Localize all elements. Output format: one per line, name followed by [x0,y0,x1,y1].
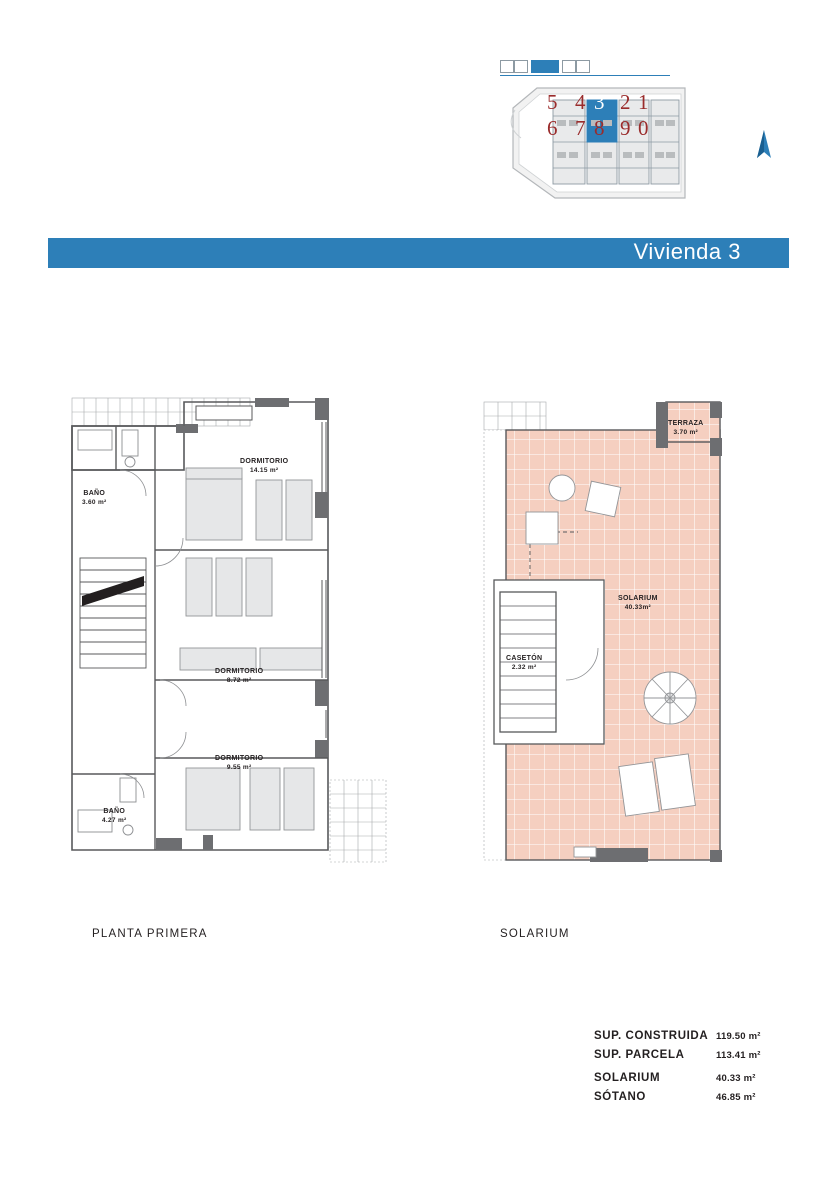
area-row [594,1091,794,1103]
areas-summary-table [594,1030,794,1110]
area-value: 119.50 m² [716,1031,761,1042]
compass-north-icon [750,128,778,170]
room-name: DORMITORIO [215,755,264,762]
room-area: 14.15 m² [249,466,279,474]
area-row [594,1072,794,1084]
unit-number-7: 7 [575,116,585,140]
unit-number-4: 4 [575,90,585,114]
room-name: BAÑO [83,490,106,497]
svg-text:N: N [769,144,776,154]
caption-solarium: SOLARIUM [500,928,570,940]
key-plan-unit-numbers [495,86,695,206]
unit-number-1: 1 [638,90,648,114]
room-label-terraza [668,420,704,437]
solarium-drawing [470,380,750,880]
area-value: 46.85 m² [716,1092,756,1103]
room-area: 40.33m² [624,603,652,611]
area-label: SUP. PARCELA [594,1049,685,1061]
unit-number-0: 0 [638,116,648,140]
room-name: DORMITORIO [240,458,289,465]
legend-box-right [562,60,590,73]
room-label-bano-2 [102,808,127,825]
key-plan-legend [500,58,670,76]
caption-planta-primera: PLANTA PRIMERA [92,928,208,940]
planta-primera-drawing [60,380,400,880]
legend-box-left [500,60,528,73]
key-plan [495,52,695,222]
area-row [594,1030,794,1042]
area-label: SÓTANO [594,1091,646,1103]
unit-number-8: 8 [594,116,604,140]
room-label-dormitorio-1 [240,458,288,475]
area-value: 113.41 m² [716,1050,761,1061]
page-title-bar [48,238,789,268]
room-label-bano-1 [82,490,107,507]
floor-plan-solarium [470,380,750,880]
legend-box-active [531,60,559,73]
room-name: BAÑO [103,808,126,815]
area-row [594,1049,794,1061]
room-area: 2.32 m² [511,663,537,671]
room-label-dormitorio-3 [215,755,263,772]
room-area: 9.55 m² [226,763,252,771]
room-area: 8.72 m² [226,676,252,684]
floor-plan-planta-primera [60,380,400,880]
unit-number-6: 6 [547,116,557,140]
room-label-dormitorio-2 [215,668,263,685]
room-label-solarium [618,595,658,612]
room-area: 3.70 m² [673,428,699,436]
room-label-caseton [506,655,542,672]
unit-number-3-highlighted: 3 [594,90,604,114]
room-area: 3.60 m² [82,498,107,506]
room-area: 4.27 m² [102,816,127,824]
unit-number-2: 2 [620,90,630,114]
unit-number-9: 9 [620,116,630,140]
room-name: TERRAZA [668,420,704,427]
room-name: CASETÓN [506,655,543,662]
area-label: SUP. CONSTRUIDA [594,1030,709,1042]
area-label: SOLARIUM [594,1072,661,1084]
page-title: Vivienda 3 [633,239,741,264]
unit-number-5: 5 [547,90,557,114]
room-name: SOLARIUM [618,595,658,602]
room-name: DORMITORIO [215,668,264,675]
area-value: 40.33 m² [716,1073,756,1084]
